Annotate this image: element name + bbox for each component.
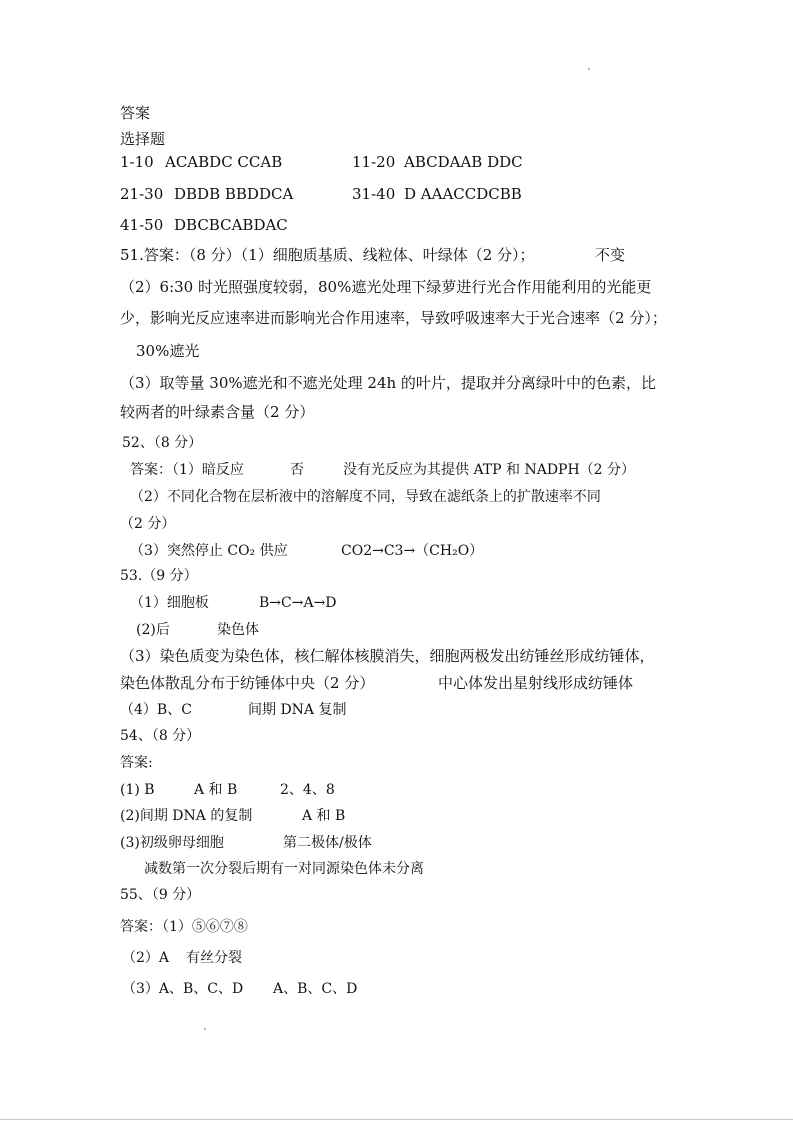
q52-line: （2）不同化合物在层析液中的溶解度不同，导致在滤纸条上的扩散速率不同	[130, 489, 601, 505]
q52-line: （3）突然停止 CO₂ 供应	[130, 543, 288, 559]
scan-dot	[204, 1028, 206, 1030]
q53-line: (2)后	[136, 622, 170, 638]
q54-line: 第二极体/极体	[283, 835, 372, 851]
q55-line: 有丝分裂	[186, 950, 242, 966]
q51-line: 30%遮光	[136, 342, 200, 360]
q53-line: 染色体散乱分布于纺锤体中央（2 分）	[120, 674, 375, 692]
q51-line: 不变	[595, 246, 626, 264]
q52-line: 没有光反应为其提供 ATP 和 NADPH（2 分）	[343, 462, 636, 478]
q55-line: 答案：（1）⑤⑥⑦⑧	[120, 919, 248, 935]
q53-line: B→C→A→D	[259, 595, 337, 611]
section-title: 选择题	[120, 130, 166, 148]
q54-line: (1) B	[120, 782, 155, 798]
q52-line: 否	[290, 462, 304, 478]
mc-range: 1-10	[120, 153, 154, 171]
page-title: 答案	[120, 104, 151, 122]
q55-line: （3）A、B、C、D	[122, 981, 244, 997]
mc-answer: ABCDAAB DDC	[404, 153, 523, 171]
q55-line: （2）A	[122, 950, 170, 966]
q51-line: 少，影响光反应速率进而影响光合作用速率，导致呼吸速率大于光合速率（2 分）；	[120, 309, 667, 327]
q54-line: (3)初级卵母细胞	[120, 835, 224, 851]
q53-line: 间期 DNA 复制	[248, 702, 347, 718]
mc-range: 11-20	[352, 153, 396, 171]
q51-line: 51.答案：（8 分）（1）细胞质基质、线粒体、叶绿体（2 分）；	[120, 246, 535, 264]
mc-answer: DBDB BBDDCA	[174, 185, 294, 203]
q54-line: 2、4、8	[280, 782, 335, 798]
q52-line: CO2→C3→（CH₂O）	[341, 543, 484, 559]
mc-answer: D AAACCDCBB	[404, 185, 522, 203]
q53-line: 中心体发出星射线形成纺锤体	[438, 674, 634, 692]
q51-line: （3）取等量 30%遮光和不遮光处理 24h 的叶片，提取并分离绿叶中的色素，比	[120, 374, 656, 392]
q51-line: 较两者的叶绿素含量（2 分）	[120, 403, 315, 421]
mc-range: 31-40	[352, 185, 396, 203]
q54-heading: 54、（8 分）	[120, 728, 201, 744]
q52-line: （2 分）	[120, 516, 176, 532]
mc-range: 41-50	[120, 216, 164, 234]
scan-dot	[588, 68, 590, 70]
q54-line: A 和 B	[194, 782, 238, 798]
q55-heading: 55、（9 分）	[120, 887, 201, 903]
mc-answer: DBCBCABDAC	[174, 216, 288, 234]
q53-line: （1）细胞板	[130, 595, 209, 611]
q55-line: A、B、C、D	[273, 981, 358, 997]
q54-line: A 和 B	[302, 808, 346, 824]
q54-line: 答案:	[120, 755, 153, 771]
q53-line: （3）染色质变为染色体，核仁解体核膜消失，细胞两极发出纺锤丝形成纺锤体，	[120, 647, 655, 665]
q52-line: 答案：（1）暗反应	[130, 462, 244, 478]
q54-line: 减数第一次分裂后期有一对同源染色体未分离	[144, 861, 424, 877]
mc-answer: ACABDC CCAB	[165, 153, 283, 171]
q53-line: （4）B、C	[120, 702, 192, 718]
q53-heading: 53.（9 分）	[120, 568, 198, 584]
q53-line: 染色体	[217, 622, 259, 638]
q52-heading: 52、（8 分）	[122, 435, 203, 451]
q54-line: (2)间期 DNA 的复制	[120, 808, 253, 824]
page-bottom-edge	[0, 1119, 793, 1120]
mc-range: 21-30	[120, 185, 164, 203]
q51-line: （2）6:30 时光照强度较弱，80%遮光处理下绿萝进行光合作用能利用的光能更	[120, 278, 652, 296]
